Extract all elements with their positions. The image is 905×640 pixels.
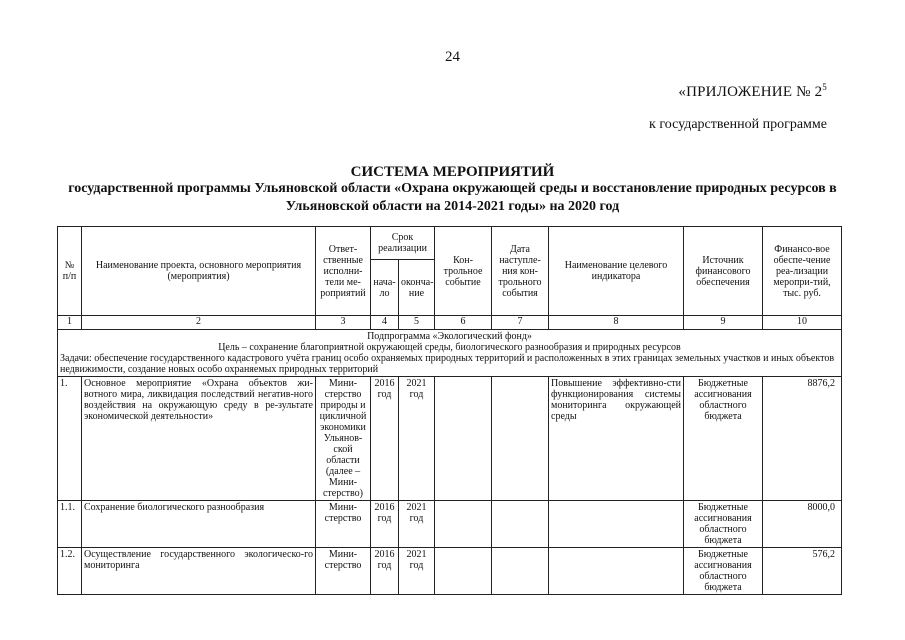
document-title: СИСТЕМА МЕРОПРИЯТИЙ (350, 164, 555, 180)
row-date (492, 501, 549, 548)
row-end: 2021 год (399, 548, 435, 595)
row-name: Сохранение биологического разнообразия (82, 501, 316, 548)
subprogram-row (58, 330, 842, 377)
header-period: Срок реализации (371, 227, 435, 260)
row-date (492, 548, 549, 595)
header-name: Наименование проекта, основного мероприятия (мероприятия) (82, 227, 316, 316)
measures-table (57, 226, 842, 595)
row-responsible: Мини-стерство (316, 548, 371, 595)
row-name: Основное мероприятие «Охрана объектов жи-вотного мира, ликвидация последствий негатив-ного воздействия на окружающую среду в ре-зультате экономической деятельности» (82, 377, 316, 501)
header-source: Источник финансового обеспечения (684, 227, 763, 316)
subprogram-goal: Цель – сохранение благоприятной окружающей среды, биологического разнообразия и природных ресурсов (218, 342, 681, 353)
row-indicator: Повышение эффективно-сти функционирования системы мониторинга окружающей среды (549, 377, 684, 501)
row-control (435, 501, 492, 548)
row-responsible: Мини-стерство (316, 501, 371, 548)
document-subtitle: государственной программы Ульяновской области «Охрана окружающей среды и восстановление природных ресурсов в Ульяновской области на 2014-2021 годы» на 2020 год (68, 181, 837, 214)
appendix-subtitle: к государственной программе (649, 117, 827, 132)
column-number: 10 (763, 316, 842, 330)
row-end: 2021 год (399, 501, 435, 548)
subprogram-title: Подпрограмма «Экологический фонд» (367, 331, 532, 342)
row-source: Бюджетные ассигнования областного бюджета (684, 377, 763, 501)
header-end: оконча-ние (399, 260, 435, 316)
column-number: 6 (435, 316, 492, 330)
row-num: 1.1. (58, 501, 82, 548)
row-num: 1.2. (58, 548, 82, 595)
appendix-label (678, 82, 827, 101)
row-start: 2016 год (371, 377, 399, 501)
header-start: нача-ло (371, 260, 399, 316)
header-funding: Финансо-вое обеспе-чение реа-лизации меропри-тий, тыс. руб. (763, 227, 842, 316)
column-number: 9 (684, 316, 763, 330)
row-num: 1. (58, 377, 82, 501)
row-responsible: Мини-стерство природы и цикличной экономики Ульянов-ской области (далее – Мини-стерство) (316, 377, 371, 501)
row-start: 2016 год (371, 548, 399, 595)
column-number: 3 (316, 316, 371, 330)
row-funding: 8876,2 (763, 377, 842, 501)
table-row (58, 501, 842, 548)
column-number: 8 (549, 316, 684, 330)
column-number: 7 (492, 316, 549, 330)
row-indicator (549, 548, 684, 595)
header-date: Дата наступле-ния кон-трольного события (492, 227, 549, 316)
column-numbers-row (58, 316, 842, 330)
row-indicator (549, 501, 684, 548)
column-number: 1 (58, 316, 82, 330)
row-funding: 576,2 (763, 548, 842, 595)
row-source: Бюджетные ассигнования областного бюджета (684, 501, 763, 548)
header-control: Кон-трольное событие (435, 227, 492, 316)
row-source: Бюджетные ассигнования областного бюджета (684, 548, 763, 595)
row-name: Осуществление государственного экологическо-го мониторинга (82, 548, 316, 595)
row-end: 2021 год (399, 377, 435, 501)
column-number: 4 (371, 316, 399, 330)
row-start: 2016 год (371, 501, 399, 548)
subprogram-tasks: Задачи: обеспечение государственного кадастрового учёта границ особо охраняемых природных территорий и расположенных в этих границах земельных участков и иных объектов недвижимости, создание новых особо охраняемых природных территорий (60, 353, 835, 375)
row-date (492, 377, 549, 501)
header-responsible: Ответ-ственные исполни-тели ме-роприятий (316, 227, 371, 316)
appendix-superscript: 5 (822, 82, 827, 92)
header-indicator: Наименование целевого индикатора (549, 227, 684, 316)
row-control (435, 548, 492, 595)
table-row (58, 377, 842, 501)
header-num: № п/п (58, 227, 82, 316)
appendix-text: «ПРИЛОЖЕНИЕ № 2 (678, 84, 823, 100)
row-control (435, 377, 492, 501)
page-number: 24 (445, 49, 460, 65)
row-funding: 8000,0 (763, 501, 842, 548)
column-number: 5 (399, 316, 435, 330)
table-row (58, 548, 842, 595)
column-number: 2 (82, 316, 316, 330)
